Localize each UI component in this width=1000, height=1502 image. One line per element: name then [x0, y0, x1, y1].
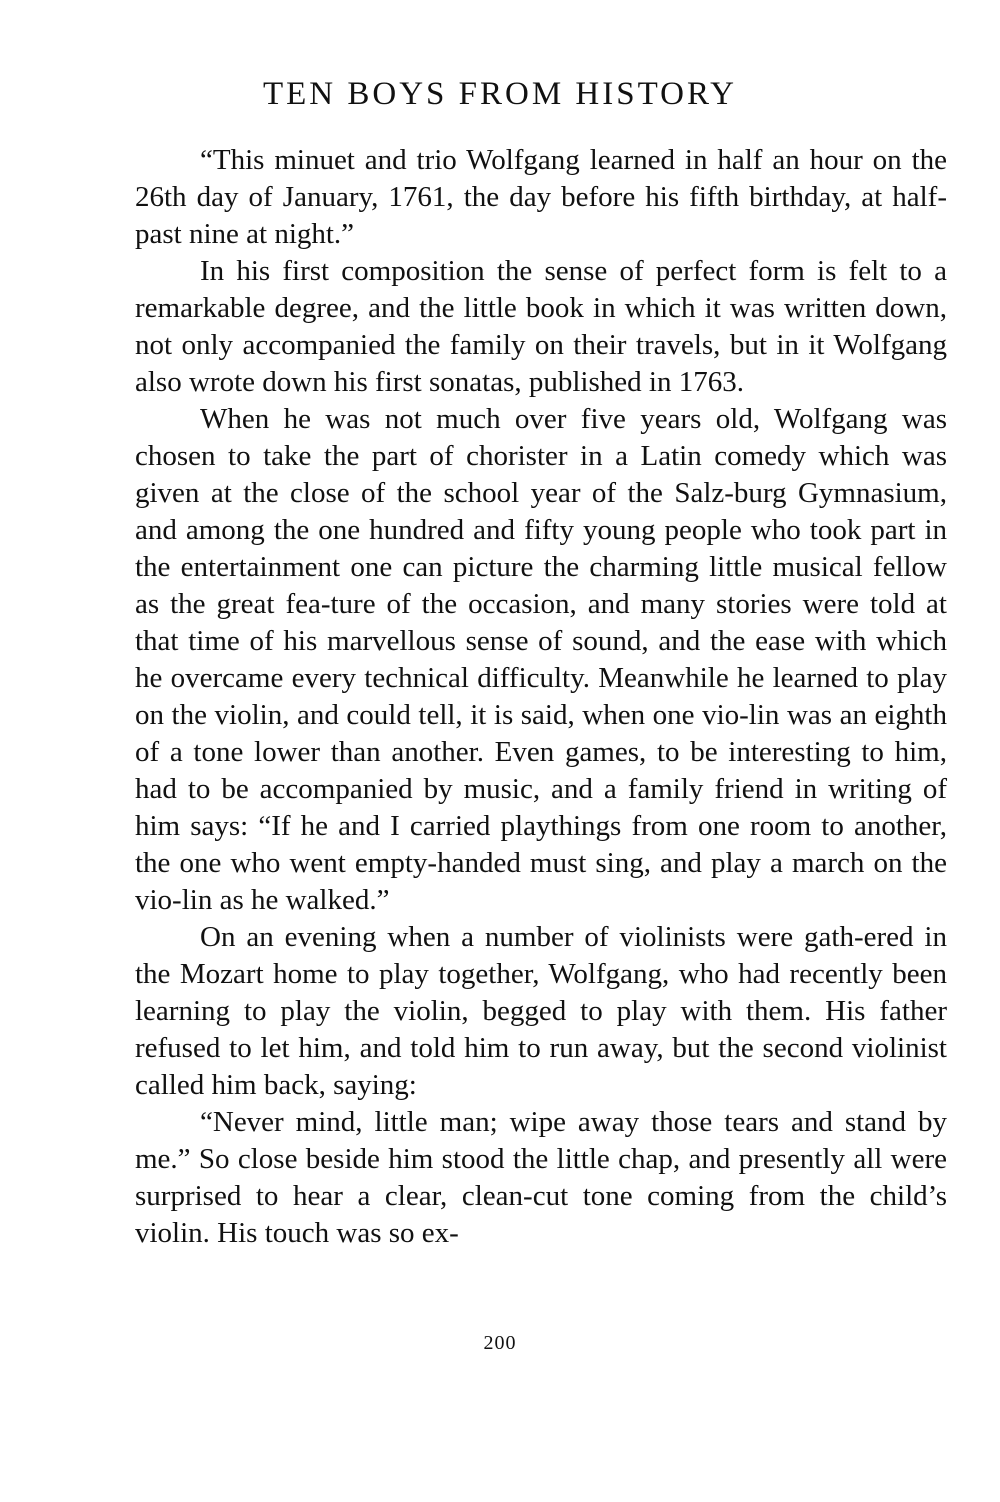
page-number: 200 — [483, 1332, 517, 1354]
paragraph: In his first composition the sense of perfect form is felt to a remarkable degree, and the little book in which it was written down, not only accompanied the family on their travels, but in it Wolfgang also wrote down his first sonatas, published in 1763. — [135, 255, 947, 398]
paragraph: On an evening when a number of violinists were gath-ered in the Mozart home to play together, Wolfgang, who had recently been learning to play the violin, begged to play with them. His father refused to let him, and told him to run away, but the second violinist called him back, saying: — [135, 921, 947, 1101]
paragraph: When he was not much over five years old, Wolfgang was chosen to take the part of chorister in a Latin comedy which was given at the close of the school year of the Salz-burg Gymnasium, and among the one hundred and fifty young people who took part in the entertainment one can picture the charming little musical fellow as the great fea-ture of the occasion, and many stories were told at that time of his marvellous sense of sound, and the ease with which he overcame every technical difficulty. Meanwhile he learned to play on the violin, and could tell, it is said, when one vio-lin was an eighth of a tone lower than another. Even games, to be interesting to him, had to be accompanied by music, and a family friend in writing of him says: “If he and I carried playthings from one room to another, the one who went empty-handed must sing, and play a march on the vio-lin as he walked.” — [135, 403, 947, 916]
body-text — [135, 142, 947, 1252]
paragraph: “This minuet and trio Wolfgang learned in half an hour on the 26th day of January, 1761, the day before his fifth birthday, at half-past nine at night.” — [135, 144, 947, 250]
running-head: TEN BOYS FROM HISTORY — [262, 76, 738, 112]
paragraph: “Never mind, little man; wipe away those tears and stand by me.” So close beside him stood the little chap, and presently all were surprised to hear a clear, clean-cut tone coming from the child’s violin. His touch was so ex- — [135, 1106, 947, 1249]
